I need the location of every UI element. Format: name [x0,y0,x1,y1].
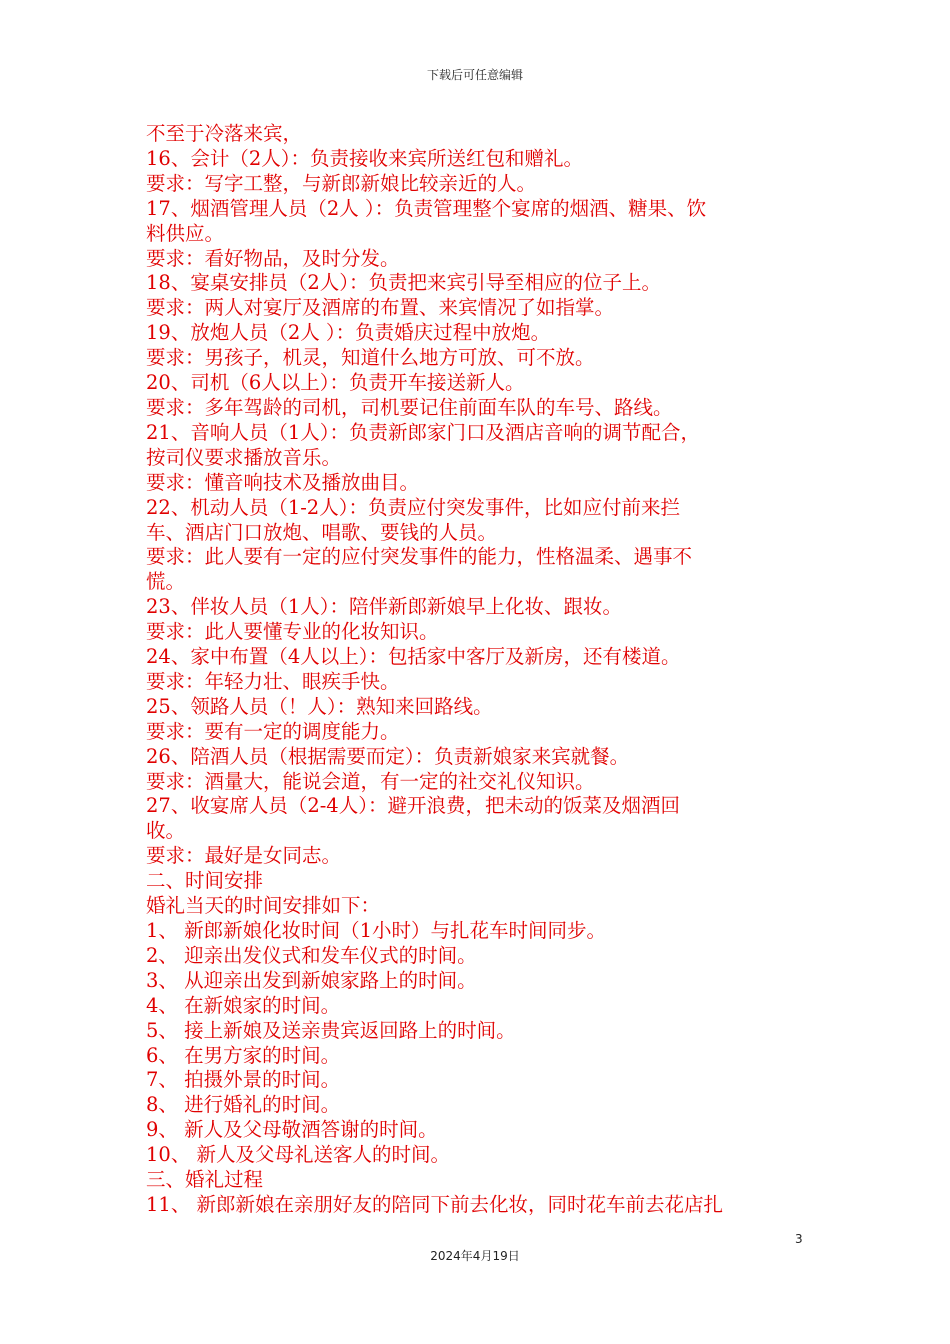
page-header: 下载后可任意编辑 [426,68,523,82]
document-body [146,122,816,1218]
text-line: 9、 新人及父母敬酒答谢的时间。 [146,1118,438,1142]
text-line: 19、放炮人员（2人 ）：负责婚庆过程中放炮。 [146,321,551,345]
text-line: 要求：懂音响技术及播放曲目。 [146,470,420,494]
text-line: 16、会计（2人）：负责接收来宾所送红包和赠礼。 [146,146,583,170]
text-line: 要求：此人要懂专业的化妆知识。 [146,620,439,644]
text-line: 要求：多年驾龄的司机，司机要记住前面车队的车号、路线。 [146,395,673,419]
text-line: 8、 进行婚礼的时间。 [146,1093,341,1117]
text-line: 18、宴桌安排员（2人）：负责把来宾引导至相应的位子上。 [146,271,661,295]
text-line: 要求：最好是女同志。 [146,844,342,868]
text-line: 25、领路人员（！人）：熟知来回路线。 [146,694,493,718]
text-line: 要求：年轻力壮、眼疾手快。 [146,669,400,693]
text-line: 3、 从迎亲出发到新娘家路上的时间。 [146,968,477,992]
text-line: 24、家中布置（4人以上）：包括家中客厅及新房，还有楼道。 [146,645,681,669]
text-line: 要求：要有一定的调度能力。 [146,719,400,743]
text-line: 21、音响人员（1人）：负责新郎家门口及酒店音响的调节配合， [146,420,700,444]
text-line: 按司仪要求播放音乐。 [146,445,342,469]
text-line: 10、 新人及父母礼送客人的时间。 [146,1143,451,1167]
text-line: 27、收宴席人员（2-4人）：避开浪费，把未动的饭菜及烟酒回 [146,794,680,818]
text-line: 7、 拍摄外景的时间。 [146,1068,341,1092]
text-line: 23、伴妆人员（1人）：陪伴新郎新娘早上化妆、跟妆。 [146,595,622,619]
text-line: 11、 新郎新娘在亲朋好友的陪同下前去化妆，同时花车前去花店扎 [146,1192,724,1216]
text-line: 慌。 [146,570,186,594]
text-line: 三、婚礼过程 [146,1168,264,1192]
footer-date: 2024年4月19日 [430,1249,520,1263]
text-line: 26、陪酒人员（根据需要而定）：负责新娘家来宾就餐。 [146,744,630,768]
text-line: 2、 迎亲出发仪式和发车仪式的时间。 [146,943,477,967]
text-line: 车、酒店门口放炮、唱歌、要钱的人员。 [146,520,498,544]
text-line: 不至于冷落来宾， [146,122,303,145]
page-number: 3 [795,1232,803,1246]
text-line: 1、 新郎新娘化妆时间（1小时）与扎花车时间同步。 [146,919,607,942]
text-line: 二、时间安排 [146,869,264,893]
text-line: 收。 [146,819,186,843]
text-line: 5、 接上新娘及送亲贵宾返回路上的时间。 [146,1018,516,1042]
text-line: 要求：看好物品，及时分发。 [146,246,400,270]
text-line: 要求：写字工整，与新郎新娘比较亲近的人。 [146,171,537,195]
text-line: 婚礼当天的时间安排如下： [146,894,381,918]
text-line: 17、烟酒管理人员（2人 ）：负责管理整个宴席的烟酒、糖果、饮 [146,196,707,220]
text-line: 要求：此人要有一定的应付突发事件的能力，性格温柔、遇事不 [146,545,693,569]
text-line: 料供应。 [146,221,225,245]
text-line: 6、 在男方家的时间。 [146,1043,341,1067]
text-line: 要求：男孩子，机灵，知道什么地方可放、可不放。 [146,346,595,370]
text-line: 4、 在新娘家的时间。 [146,993,341,1017]
text-line: 22、机动人员（1-2人）：负责应付突发事件，比如应付前来拦 [146,495,680,519]
text-line: 20、司机（6人以上）：负责开车接送新人。 [146,371,525,395]
text-line: 要求：酒量大，能说会道，有一定的社交礼仪知识。 [146,769,595,793]
text-line: 要求：两人对宴厅及酒席的布置、来宾情况了如指掌。 [146,296,615,320]
